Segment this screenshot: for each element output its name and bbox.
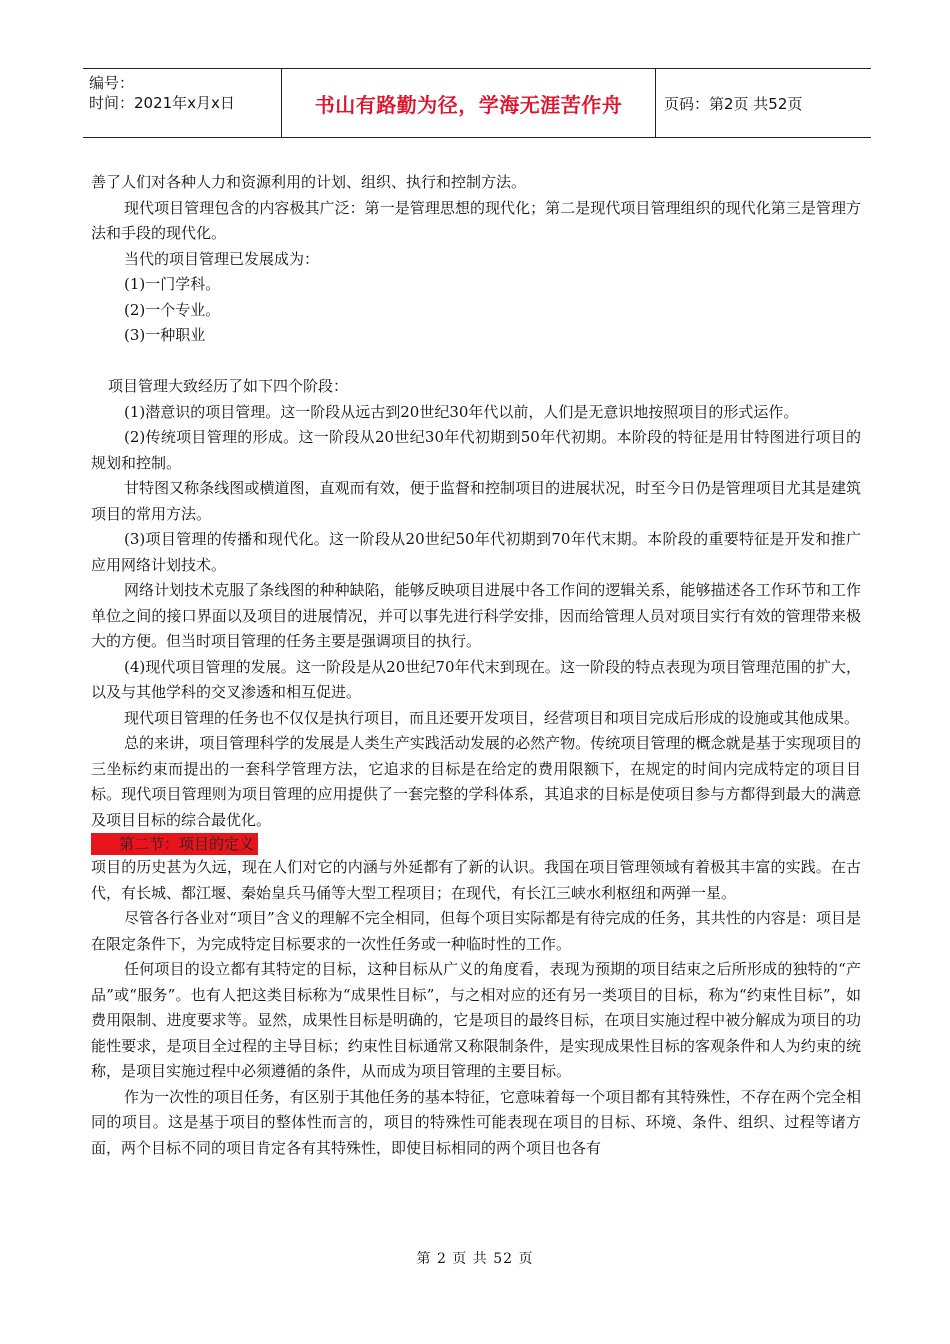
paragraph: (3)项目管理的传播和现代化。这一阶段从20世纪50年代初期到70年代末期。本阶段的重要特征是开发和推广应用网络计划技术。: [91, 530, 861, 574]
document-body: [91, 170, 861, 1161]
paragraph-group-1: [91, 170, 861, 833]
paragraph: (4)现代项目管理的发展。这一阶段是从20世纪70年代末到现在。这一阶段的特点表现为项目管理范围的扩大，以及与其他学科的交叉渗透和相互促进。: [91, 657, 861, 701]
paragraph: 任何项目的设立都有其特定的目标，这种目标从广义的角度看，表现为预期的项目结束之后所形成的独特的“产品”或“服务”。也有人把这类目标称为“成果性目标”，与之相对应的还有另一类项目的目标，称为“约束性目标”，如费用限制、进度要求等。显然，成果性目标是明确的，它是项目的最终目标，在项目实施过程中被分解成为项目的功能性要求，是项目全过程的主导目标；约束性目标通常又称限制条件，是实现成果性目标的客观条件和人为约束的统称，是项目实施过程中必须遵循的条件，从而成为项目管理的主要目标。: [91, 960, 861, 1080]
blank-line: [91, 349, 861, 375]
section-heading-row: [91, 833, 861, 855]
paragraph: 项目的历史甚为久远，现在人们对它的内涵与外延都有了新的认识。我国在项目管理领域有着极其丰富的实践。在古代，有长城、都江堰、秦始皇兵马俑等大型工程项目；在现代，有长江三峡水利枢纽和两弹一星。: [91, 858, 861, 902]
paragraph: 现代项目管理的任务也不仅仅是执行项目，而且还要开发项目，经营项目和项目完成后形成的设施或其他成果。: [124, 708, 860, 727]
paragraph: (1)潜意识的项目管理。这一阶段从远古到20世纪30年代以前，人们是无意识地按照项目的形式运作。: [124, 402, 799, 421]
paragraph: 善了人们对各种人力和资源利用的计划、组织、执行和控制方法。: [91, 173, 527, 191]
paragraph: 尽管各行各业对“项目”含义的理解不完全相同，但每个项目实际都是有待完成的任务，其共性的内容是：项目是在限定条件下，为完成特定目标要求的一次性任务或一种临时性的工作。: [91, 909, 861, 953]
paragraph: (2)传统项目管理的形成。这一阶段从20世纪30年代初期到50年代初期。本阶段的特征是用甘特图进行项目的规划和控制。: [91, 428, 861, 472]
paragraph: (3)一种职业: [124, 326, 206, 344]
header-page-info: 页码：第2页 共52页: [664, 94, 803, 113]
paragraph: 甘特图又称条线图或横道图，直观而有效，便于监督和控制项目的进展状况，时至今日仍是管理项目尤其是建筑项目的常用方法。: [91, 479, 861, 523]
paragraph: 现代项目管理包含的内容极其广泛：第一是管理思想的现代化；第二是现代项目管理组织的现代化第三是管理方法和手段的现代化。: [91, 198, 861, 242]
paragraph-group-2: [91, 855, 861, 1161]
paragraph: 作为一次性的项目任务，有区别于其他任务的基本特征，它意味着每一个项目都有其特殊性，不存在两个完全相同的项目。这是基于项目的整体性而言的，项目的特殊性可能表现在项目的目标、环境、条件、组织、过程等诸方面，两个目标不同的项目肯定各有其特殊性，即使目标相同的两个项目也各有: [91, 1087, 861, 1157]
paragraph: 当代的项目管理已发展成为：: [124, 249, 320, 268]
header-motto: 书山有路勤为径，学海无涯苦作舟: [282, 69, 656, 137]
paragraph: 网络计划技术克服了条线图的种种缺陷，能够反映项目进展中各工作间的逻辑关系，能够描述各工作环节和工作单位之间的接口界面以及项目的进展情况，并可以事先进行科学安排，因而给管理人员对项目实行有效的管理带来极大的方便。但当时项目管理的任务主要是强调项目的执行。: [91, 581, 861, 650]
paragraph: (1)一门学科。: [124, 275, 221, 293]
paragraph: (2)一个专业。: [124, 300, 221, 319]
header-meta: [83, 69, 282, 137]
document-date: 时间：2021年x月x日: [89, 94, 235, 112]
section-heading: 第二节：项目的定义: [91, 833, 258, 855]
document-number-label: 编号：: [89, 74, 135, 92]
paragraph: 总的来讲，项目管理科学的发展是人类生产实践活动发展的必然产物。传统项目管理的概念就是基于实现项目的三坐标约束而提出的一套科学管理方法，它追求的目标是在给定的费用限额下，在规定的时间内完成特定的项目目标。现代项目管理则为项目管理的应用提供了一套完整的学科体系，其追求的目标是使项目参与方都得到最大的满意及项目目标的综合最优化。: [91, 734, 861, 829]
paragraph: 项目管理大致经历了如下四个阶段：: [108, 377, 349, 395]
page-header: [83, 68, 871, 138]
page-footer: 第 2 页 共 52 页: [416, 1251, 534, 1267]
